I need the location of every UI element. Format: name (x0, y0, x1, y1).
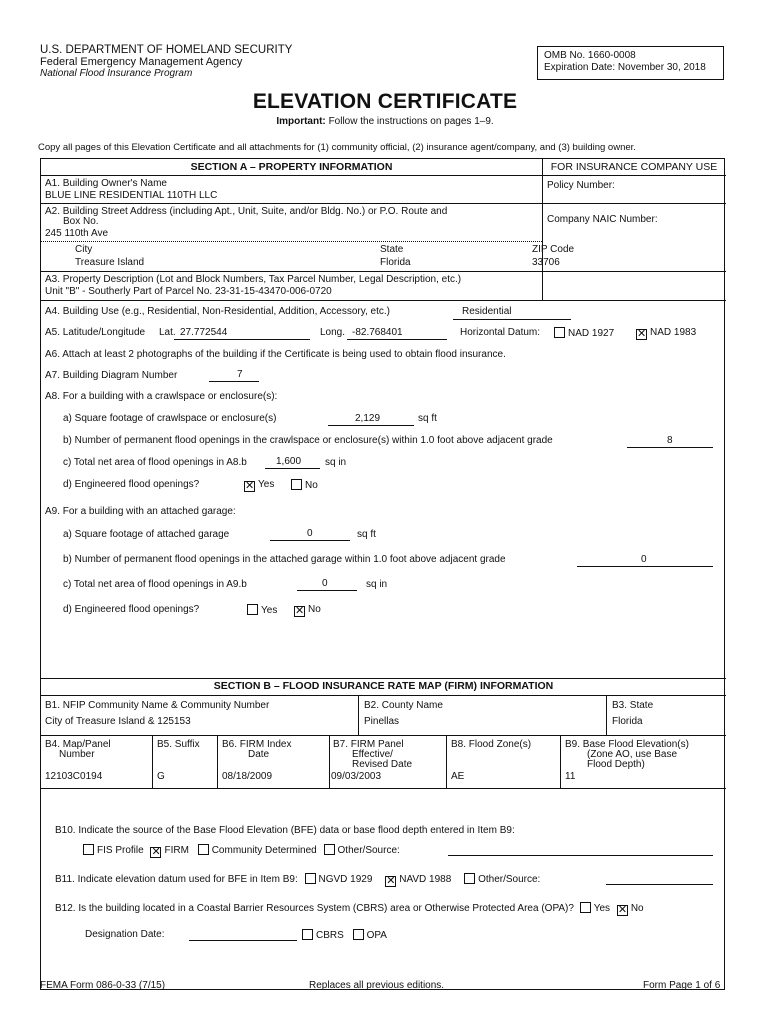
replaces-note: Replaces all previous editions. (309, 980, 445, 991)
form-frame (40, 158, 725, 990)
opa-label: OPA (366, 930, 387, 941)
a3-label: A3. Property Description (Lot and Block Numbers, Tax Parcel Number, Legal Description, etc.) (45, 274, 462, 285)
b9-label-2: (Zone AO, use Base (587, 749, 678, 760)
a8b-value[interactable]: 8 (667, 435, 673, 446)
nad1927-option[interactable] (552, 327, 614, 339)
b10-other-label: Other/Source: (337, 845, 400, 856)
a9d-no-label: No (308, 604, 321, 615)
opa-checkbox[interactable] (353, 929, 364, 940)
a9c-label: c) Total net area of flood openings in A9.b (63, 579, 247, 590)
b12-no-checkbox[interactable]: ✕ (617, 904, 628, 916)
section-a-title: SECTION A – PROPERTY INFORMATION (190, 161, 393, 173)
b2-county[interactable]: Pinellas (364, 716, 400, 727)
zip-value[interactable]: 33706 (532, 257, 560, 268)
a1-label: A1. Building Owner's Name (45, 178, 167, 189)
b9-bfe[interactable]: 11 (565, 771, 576, 782)
b12-no-label: No (630, 903, 644, 914)
b12-designation-options (300, 929, 387, 941)
a7-diagram-number[interactable]: 7 (237, 369, 243, 380)
b6-index-date[interactable]: 08/18/2009 (222, 771, 273, 782)
cbrs-checkbox[interactable] (302, 929, 313, 940)
nad1983-option[interactable] (634, 327, 696, 340)
a8d-yes-label: Yes (258, 479, 275, 490)
agency-name: Federal Emergency Management Agency (40, 56, 243, 68)
program-name: National Flood Insurance Program (40, 68, 193, 79)
insurance-use-title: FOR INSURANCE COMPANY USE (550, 161, 718, 173)
a8a-label: a) Square footage of crawlspace or enclosure(s) (63, 413, 277, 424)
a9b-label: b) Number of permanent flood openings in the attached garage within 1.0 foot above adjacent grade (63, 554, 506, 565)
a8c-unit: sq in (325, 457, 347, 468)
a9d-no-checkbox[interactable]: ✕ (295, 605, 305, 617)
b10-options (81, 844, 400, 858)
b10-other-checkbox[interactable] (324, 844, 335, 855)
b11-row (55, 873, 540, 887)
a9d-no-option[interactable] (292, 604, 321, 617)
state-value[interactable]: Florida (380, 257, 411, 268)
b9-label-1: B9. Base Flood Elevation(s) (565, 739, 689, 750)
a8a-value[interactable]: 2,129 (355, 413, 381, 424)
a8d-no-checkbox[interactable] (291, 479, 302, 490)
b12-label: B12. Is the building located in a Coastal Barrier Resources System (CBRS) area or Otherwise Protected Area (OPA)? (55, 903, 574, 914)
b10-label: B10. Indicate the source of the Base Flood Elevation (BFE) data or base flood depth entered in Item B9: (55, 825, 515, 836)
b12-yes-label: Yes (593, 903, 611, 914)
a8b-label: b) Number of permanent flood openings in the crawlspace or enclosure(s) within 1.0 foot above adjacent grade (63, 435, 553, 446)
b8-flood-zone[interactable]: AE (451, 771, 465, 782)
important-text: Follow the instructions on pages 1–9. (328, 116, 494, 127)
a8d-no-option[interactable] (289, 479, 318, 491)
b4-map-panel[interactable]: 12103C0194 (45, 771, 103, 782)
b7-panel-date[interactable]: 09/03/2003 (331, 771, 382, 782)
b3-label: B3. State (612, 700, 654, 711)
a3-property-description[interactable]: Unit "B" - Southerly Part of Parcel No. 23-31-15-43470-006-0720 (45, 286, 332, 297)
a9a-value[interactable]: 0 (307, 528, 313, 539)
important-note (0, 116, 770, 127)
community-determined-checkbox[interactable] (198, 844, 209, 855)
b6-label-1: B6. FIRM Index (222, 739, 292, 750)
latitude-value[interactable]: 27.772544 (180, 327, 228, 338)
ngvd-label: NGVD 1929 (318, 874, 373, 885)
b11-other-checkbox[interactable] (464, 873, 475, 884)
community-determined-label: Community Determined (211, 845, 317, 856)
b2-label: B2. County Name (364, 700, 443, 711)
a8c-label: c) Total net area of flood openings in A8.b (63, 457, 247, 468)
firm-checkbox[interactable]: ✕ (151, 846, 161, 858)
b5-label: B5. Suffix (157, 739, 200, 750)
nad1927-label: NAD 1927 (568, 328, 615, 339)
a9b-value[interactable]: 0 (641, 554, 647, 565)
a2-label-1: A2. Building Street Address (including Apt., Unit, Suite, and/or Bldg. No.) or P.O. Route and (45, 206, 448, 217)
a9c-unit: sq in (366, 579, 388, 590)
ngvd-checkbox[interactable] (305, 873, 316, 884)
form-number: FEMA Form 086-0-33 (7/15) (40, 980, 166, 991)
b12-yes-checkbox[interactable] (580, 902, 591, 913)
firm-label: FIRM (164, 845, 189, 856)
a8d-yes-option[interactable] (242, 479, 274, 492)
a8d-label: d) Engineered flood openings? (63, 479, 200, 490)
a6-label: A6. Attach at least 2 photographs of the building if the Certificate is being used to obtain flood insurance. (45, 349, 506, 360)
a8d-no-label: No (305, 480, 318, 491)
nad1927-checkbox[interactable] (554, 327, 565, 338)
b3-state[interactable]: Florida (612, 716, 643, 727)
b9-label-3: Flood Depth) (587, 759, 645, 770)
b1-community[interactable]: City of Treasure Island & 125153 (45, 716, 191, 727)
a1-owner-name[interactable]: BLUE LINE RESIDENTIAL 110TH LLC (45, 190, 218, 201)
section-b-title: SECTION B – FLOOD INSURANCE RATE MAP (FIRM) INFORMATION (213, 680, 554, 692)
a8-label: A8. For a building with a crawlspace or enclosure(s): (45, 391, 278, 402)
longitude-value[interactable]: -82.768401 (352, 327, 403, 338)
designation-date-label: Designation Date: (85, 929, 165, 940)
cbrs-label: CBRS (316, 930, 344, 941)
zip-label: ZIP Code (532, 244, 575, 255)
a8c-value[interactable]: 1,600 (276, 456, 302, 467)
a8a-unit: sq ft (418, 413, 437, 424)
b4-label-2: Number (59, 749, 95, 760)
a4-label: A4. Building Use (e.g., Residential, Non-Residential, Addition, Accessory, etc.) (45, 306, 390, 317)
b7-label-2: Effective/ (352, 749, 393, 760)
a9c-value[interactable]: 0 (322, 578, 328, 589)
agency-block (40, 44, 292, 80)
department-name: U.S. DEPARTMENT OF HOMELAND SECURITY (40, 44, 293, 56)
page-title: ELEVATION CERTIFICATE (252, 90, 518, 113)
b7-label-3: Revised Date (352, 759, 413, 770)
city-value[interactable]: Treasure Island (75, 257, 145, 268)
insurance-column-divider (542, 159, 543, 300)
naic-label: Company NAIC Number: (547, 214, 658, 225)
a9a-unit: sq ft (357, 529, 376, 540)
a4-building-use[interactable]: Residential (462, 306, 512, 317)
a8d-yes-checkbox[interactable]: ✕ (245, 480, 255, 492)
b5-suffix[interactable]: G (157, 771, 165, 782)
navd-checkbox[interactable]: ✕ (386, 875, 396, 887)
a9d-yes-checkbox[interactable] (247, 604, 258, 615)
important-label: Important: (276, 116, 326, 127)
b1-label: B1. NFIP Community Name & Community Number (45, 700, 270, 711)
a5-label: A5. Latitude/Longitude (45, 327, 146, 338)
a9a-label: a) Square footage of attached garage (63, 529, 230, 540)
a2-street-address[interactable]: 245 110th Ave (45, 228, 109, 239)
b4-label-1: B4. Map/Panel (45, 739, 111, 750)
fis-profile-checkbox[interactable] (83, 844, 94, 855)
lat-label: Lat. (159, 327, 176, 338)
state-label: State (380, 244, 404, 255)
page-number: Form Page 1 of 6 (643, 980, 721, 991)
b11-label: B11. Indicate elevation datum used for BFE in Item B9: (55, 874, 298, 885)
b6-label-2: Date (248, 749, 270, 760)
nad1983-label: NAD 1983 (650, 327, 697, 338)
a9d-yes-option[interactable] (245, 604, 277, 616)
b11-other-label: Other/Source: (478, 874, 541, 885)
a2-label-2: Box No. (63, 216, 99, 227)
navd-label: NAVD 1988 (399, 874, 452, 885)
copy-note: Copy all pages of this Elevation Certificate and all attachments for (1) community official, (2) insurance agent/company, and (3) building owner. (38, 142, 636, 153)
city-label: City (75, 244, 93, 255)
long-label: Long. (320, 327, 346, 338)
horizontal-datum-label: Horizontal Datum: (460, 327, 541, 338)
b12-row (55, 902, 644, 916)
b11-other-field[interactable] (606, 884, 713, 885)
b8-label: B8. Flood Zone(s) (451, 739, 532, 750)
nad1983-checkbox[interactable]: ✕ (637, 328, 647, 340)
a7-label: A7. Building Diagram Number (45, 370, 178, 381)
b7-label-1: B7. FIRM Panel (333, 739, 404, 750)
b10-other-field[interactable] (448, 855, 713, 856)
a9d-label: d) Engineered flood openings? (63, 604, 200, 615)
policy-number-label: Policy Number: (547, 180, 615, 191)
a9d-yes-label: Yes (261, 605, 278, 616)
fis-profile-label: FIS Profile (97, 845, 144, 856)
omb-box (537, 46, 724, 80)
omb-number: OMB No. 1660-0008 (544, 50, 636, 61)
expiration-date: Expiration Date: November 30, 2018 (544, 62, 706, 73)
a9-label: A9. For a building with an attached garage: (45, 506, 236, 517)
designation-date-field[interactable] (189, 940, 297, 941)
